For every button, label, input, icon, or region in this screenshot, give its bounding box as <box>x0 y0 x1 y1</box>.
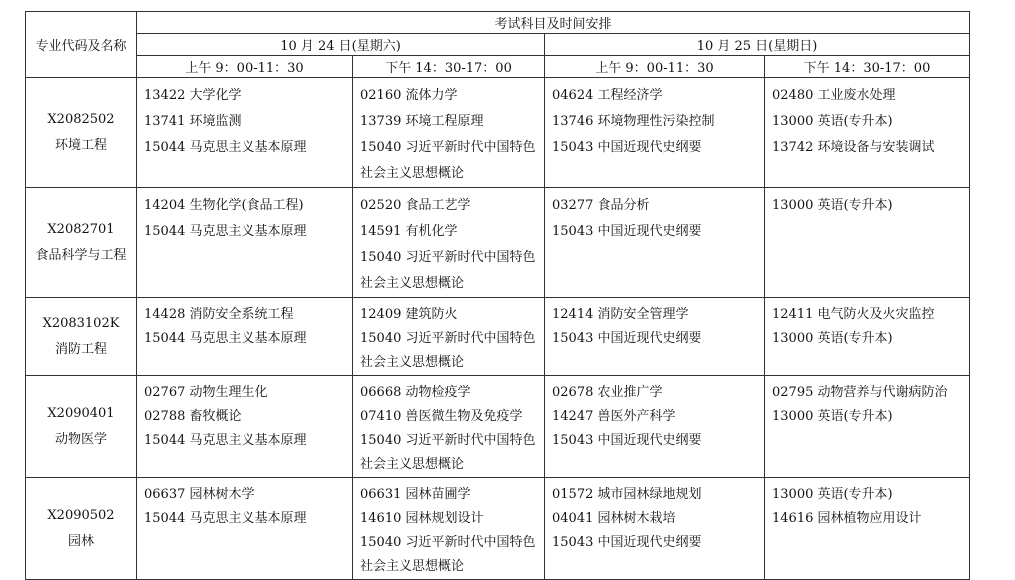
subject-line: 15040 习近平新时代中国特色 <box>360 433 536 448</box>
day2-pm-header: 下午 14：30-17：00 <box>765 56 970 78</box>
table-row <box>26 78 970 188</box>
subject-line: 社会主义思想概论 <box>360 276 465 291</box>
subject-line: 02480 工业废水处理 <box>772 88 896 103</box>
subject-line: 14616 园林植物应用设计 <box>772 511 922 526</box>
subject-cell-d1-am <box>137 376 353 478</box>
subject-line: 02678 农业推广学 <box>552 385 663 400</box>
day1-pm-header: 下午 14：30-17：00 <box>353 56 545 78</box>
subject-cell-d2-pm <box>765 188 970 298</box>
subject-line: 02795 动物营养与代谢病防治 <box>772 385 948 400</box>
subject-line: 13739 环境工程原理 <box>360 114 484 129</box>
subject-line: 03277 食品分析 <box>552 198 650 213</box>
subject-line: 07410 兽医微生物及免疫学 <box>360 409 523 424</box>
major-name: 消防工程 <box>54 341 107 357</box>
subject-line: 15044 马克思主义基本原理 <box>144 331 307 346</box>
subject-line: 02767 动物生理生化 <box>144 385 268 400</box>
major-cell <box>26 78 137 188</box>
subject-line: 12409 建筑防火 <box>360 307 458 322</box>
subject-line: 15040 习近平新时代中国特色 <box>360 250 536 265</box>
subject-line: 15043 中国近现代史纲要 <box>552 331 702 346</box>
subject-cell-d1-pm <box>353 376 545 478</box>
subject-line: 14591 有机化学 <box>360 224 458 239</box>
major-code: X2090401 <box>47 405 115 421</box>
subject-cell-d1-pm <box>353 298 545 376</box>
major-code: X2090502 <box>47 507 115 523</box>
table-row <box>26 478 970 580</box>
subject-cell-d1-pm <box>353 478 545 580</box>
subject-line: 12414 消防安全管理学 <box>552 307 689 322</box>
subject-line: 13000 英语(专升本) <box>772 198 893 213</box>
subject-line: 15043 中国近现代史纲要 <box>552 535 702 550</box>
subject-line: 13746 环境物理性污染控制 <box>552 114 715 129</box>
major-column-header: 专业代码及名称 <box>26 12 137 78</box>
subject-cell-d1-pm <box>353 188 545 298</box>
schedule-title-header: 考试科目及时间安排 <box>137 12 970 34</box>
subject-cell-d1-am <box>137 298 353 376</box>
subject-line: 15043 中国近现代史纲要 <box>552 140 702 155</box>
subject-line: 社会主义思想概论 <box>360 355 465 370</box>
subject-cell-d2-pm <box>765 376 970 478</box>
table-row <box>26 298 970 376</box>
subject-line: 15044 马克思主义基本原理 <box>144 433 307 448</box>
subject-line: 12411 电气防火及火灾监控 <box>772 307 935 322</box>
subject-cell-d1-am <box>137 188 353 298</box>
major-name: 环境工程 <box>54 137 107 153</box>
major-code: X2082502 <box>47 111 115 127</box>
subject-line: 15040 习近平新时代中国特色 <box>360 331 536 346</box>
subject-line: 13000 英语(专升本) <box>772 487 893 502</box>
table-row <box>26 376 970 478</box>
subject-line: 13000 英语(专升本) <box>772 331 893 346</box>
subject-line: 02520 食品工艺学 <box>360 198 471 213</box>
day2-am-header: 上午 9：00-11：30 <box>545 56 765 78</box>
subject-line: 14610 园林规划设计 <box>360 511 484 526</box>
day1-am-header: 上午 9：00-11：30 <box>137 56 353 78</box>
subject-cell-d2-am <box>545 478 765 580</box>
subject-line: 15040 习近平新时代中国特色 <box>360 140 536 155</box>
major-code: X2083102K <box>42 315 120 331</box>
subject-line: 14428 消防安全系统工程 <box>144 307 294 322</box>
subject-line: 14204 生物化学(食品工程) <box>144 198 304 213</box>
subject-line: 15044 马克思主义基本原理 <box>144 140 307 155</box>
subject-line: 13742 环境设备与安装调试 <box>772 140 935 155</box>
subject-cell-d1-pm <box>353 78 545 188</box>
major-code: X2082701 <box>47 221 115 237</box>
subject-cell-d2-am <box>545 298 765 376</box>
major-cell <box>26 376 137 478</box>
major-cell <box>26 188 137 298</box>
subject-line: 06637 园林树木学 <box>144 487 255 502</box>
major-name: 食品科学与工程 <box>35 247 127 263</box>
subject-line: 15044 马克思主义基本原理 <box>144 224 307 239</box>
subject-cell-d2-am <box>545 376 765 478</box>
subject-cell-d2-pm <box>765 78 970 188</box>
subject-line: 13000 英语(专升本) <box>772 114 893 129</box>
major-name: 动物医学 <box>54 431 107 447</box>
day1-header: 10 月 24 日(星期六) <box>137 34 545 56</box>
subject-line: 02788 畜牧概论 <box>144 409 242 424</box>
table-row <box>26 188 970 298</box>
subject-line: 13000 英语(专升本) <box>772 409 893 424</box>
subject-cell-d1-am <box>137 78 353 188</box>
subject-line: 社会主义思想概论 <box>360 559 465 574</box>
major-cell <box>26 478 137 580</box>
subject-cell-d2-am <box>545 188 765 298</box>
day2-header: 10 月 25 日(星期日) <box>545 34 970 56</box>
subject-line: 04624 工程经济学 <box>552 88 663 103</box>
major-cell <box>26 298 137 376</box>
subject-line: 15040 习近平新时代中国特色 <box>360 535 536 550</box>
subject-line: 13741 环境监测 <box>144 114 242 129</box>
subject-line: 06668 动物检疫学 <box>360 385 471 400</box>
subject-line: 02160 流体力学 <box>360 88 458 103</box>
subject-line: 06631 园林苗圃学 <box>360 487 471 502</box>
subject-line: 01572 城市园林绿地规划 <box>552 487 702 502</box>
subject-line: 15044 马克思主义基本原理 <box>144 511 307 526</box>
subject-line: 14247 兽医外产科学 <box>552 409 676 424</box>
subject-cell-d2-pm <box>765 478 970 580</box>
subject-line: 社会主义思想概论 <box>360 457 465 472</box>
subject-line: 15043 中国近现代史纲要 <box>552 224 702 239</box>
subject-cell-d2-am <box>545 78 765 188</box>
subject-line: 15043 中国近现代史纲要 <box>552 433 702 448</box>
subject-line: 04041 园林树木栽培 <box>552 511 676 526</box>
subject-line: 社会主义思想概论 <box>360 166 465 181</box>
subject-cell-d2-pm <box>765 298 970 376</box>
exam-schedule-table <box>25 11 970 580</box>
subject-line: 13422 大学化学 <box>144 88 242 103</box>
subject-cell-d1-am <box>137 478 353 580</box>
major-name: 园林 <box>67 533 94 549</box>
